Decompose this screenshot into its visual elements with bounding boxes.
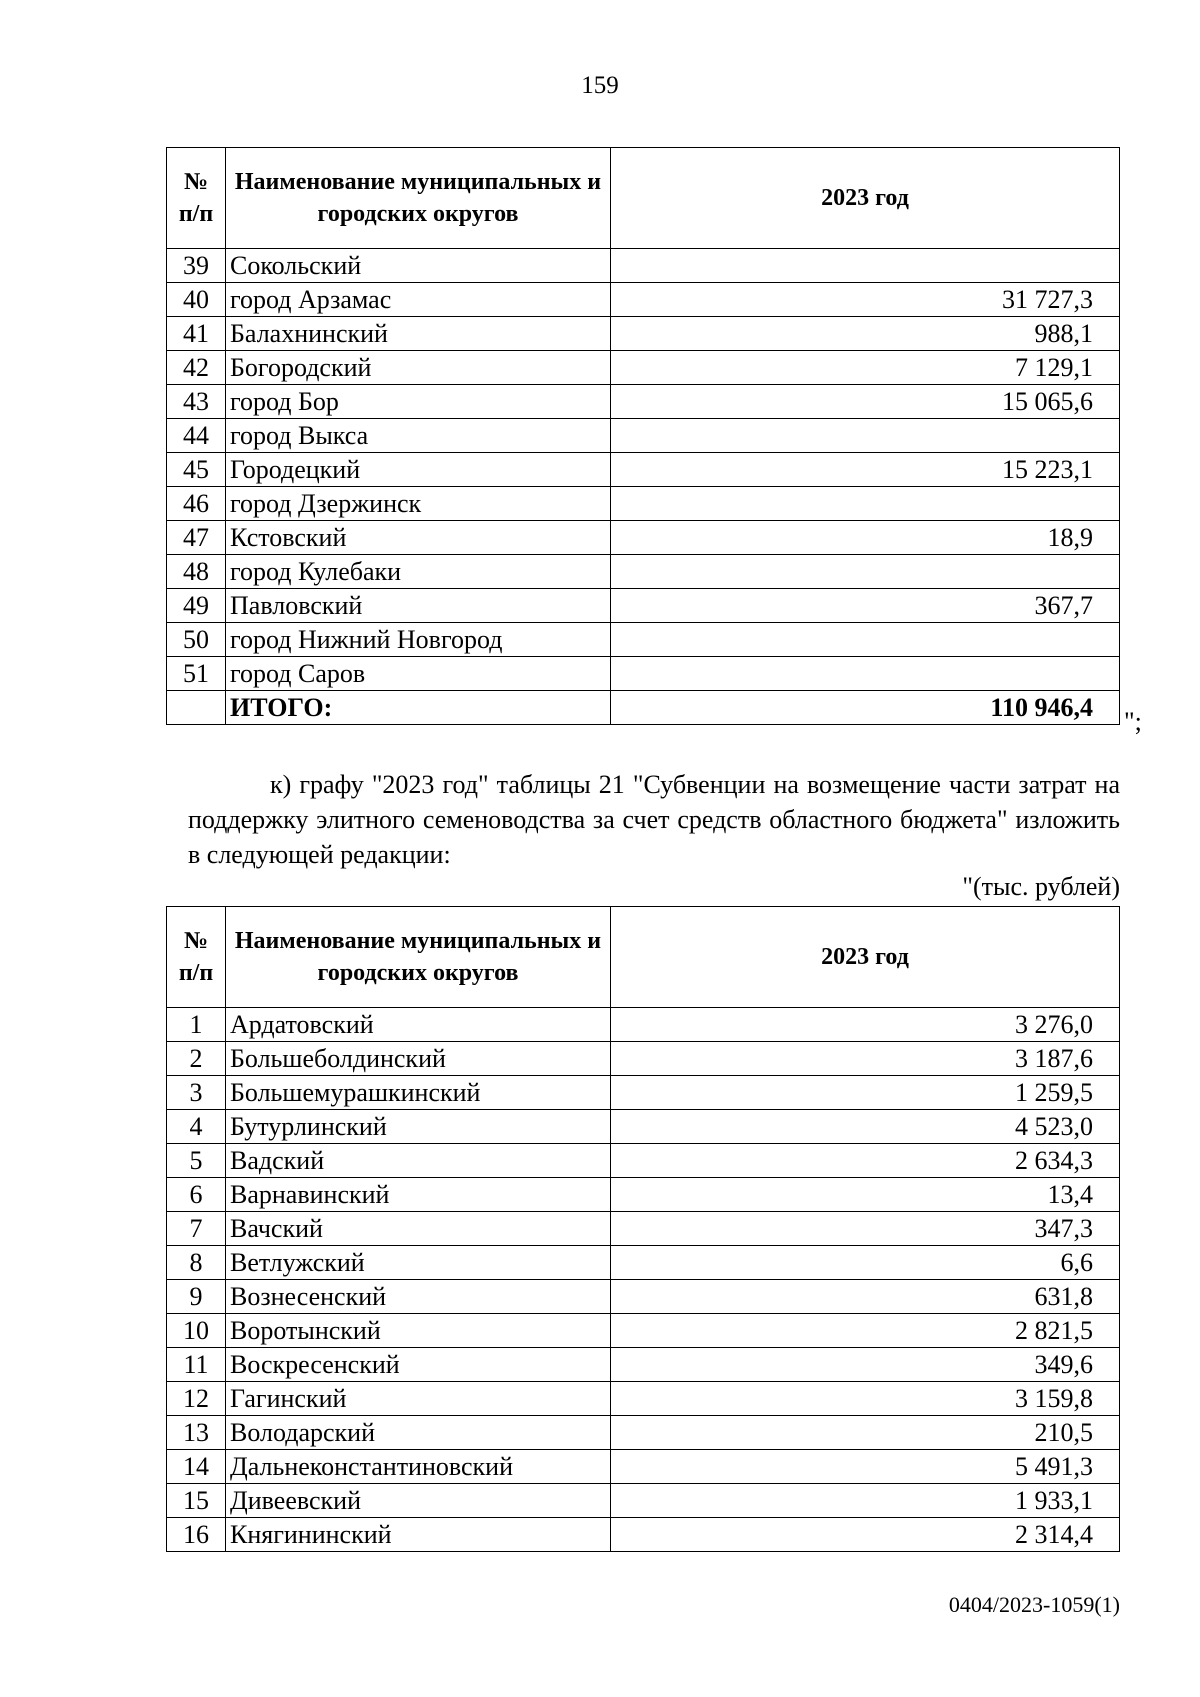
row-value: 2 634,3 — [611, 1144, 1120, 1178]
row-number: 42 — [167, 351, 226, 385]
row-number: 11 — [167, 1348, 226, 1382]
table-row — [167, 623, 1120, 657]
row-value: 631,8 — [611, 1280, 1120, 1314]
row-number: 8 — [167, 1246, 226, 1280]
row-number: 10 — [167, 1314, 226, 1348]
table-row — [167, 1348, 1120, 1382]
row-name: Княгининский — [226, 1518, 611, 1552]
row-value: 15 065,6 — [611, 385, 1120, 419]
row-value — [611, 623, 1120, 657]
table-row — [167, 419, 1120, 453]
row-value: 3 187,6 — [611, 1042, 1120, 1076]
row-value: 4 523,0 — [611, 1110, 1120, 1144]
table-row — [167, 1212, 1120, 1246]
row-number: 50 — [167, 623, 226, 657]
row-value — [611, 487, 1120, 521]
row-name: город Арзамас — [226, 283, 611, 317]
table-row — [167, 1076, 1120, 1110]
row-name: Большеболдинский — [226, 1042, 611, 1076]
units-label: "(тыс. рублей) — [962, 872, 1120, 901]
row-name: Балахнинский — [226, 317, 611, 351]
row-name: Вознесенский — [226, 1280, 611, 1314]
total-value: 110 946,4 — [611, 691, 1120, 725]
table-row — [167, 1110, 1120, 1144]
table-1 — [166, 147, 1120, 725]
row-number: 2 — [167, 1042, 226, 1076]
row-value: 988,1 — [611, 317, 1120, 351]
row-name: Большемурашкинский — [226, 1076, 611, 1110]
row-number: 51 — [167, 657, 226, 691]
total-label: ИТОГО: — [226, 691, 611, 725]
row-value: 6,6 — [611, 1246, 1120, 1280]
row-value: 7 129,1 — [611, 351, 1120, 385]
table-row — [167, 1314, 1120, 1348]
row-number: 49 — [167, 589, 226, 623]
row-value — [611, 419, 1120, 453]
row-number: 4 — [167, 1110, 226, 1144]
row-value: 2 314,4 — [611, 1518, 1120, 1552]
document-code: 0404/2023-1059(1) — [948, 1592, 1120, 1617]
table-row — [167, 1382, 1120, 1416]
header-year: 2023 год — [611, 907, 1120, 1008]
row-number: 43 — [167, 385, 226, 419]
row-number: 40 — [167, 283, 226, 317]
row-name: Дивеевский — [226, 1484, 611, 1518]
row-name: Сокольский — [226, 249, 611, 283]
row-number: 16 — [167, 1518, 226, 1552]
row-name: город Саров — [226, 657, 611, 691]
row-name: Дальнеконстантиновский — [226, 1450, 611, 1484]
table-row — [167, 351, 1120, 385]
row-number: 7 — [167, 1212, 226, 1246]
row-value: 210,5 — [611, 1416, 1120, 1450]
table-row — [167, 283, 1120, 317]
closing-quote: "; — [1124, 707, 1142, 736]
row-name: Вадский — [226, 1144, 611, 1178]
table-row — [167, 1246, 1120, 1280]
row-number: 14 — [167, 1450, 226, 1484]
row-value: 3 159,8 — [611, 1382, 1120, 1416]
table-row — [167, 317, 1120, 351]
paragraph-text: к) графу "2023 год" таблицы 21 "Субвенции на возмещение части затрат на поддержку элитного семеноводства за счет средств областного бюджета" изложить в следующей редакции: — [188, 770, 1120, 869]
row-number: 6 — [167, 1178, 226, 1212]
row-number: 5 — [167, 1144, 226, 1178]
row-name: Ардатовский — [226, 1008, 611, 1042]
table-row — [167, 1144, 1120, 1178]
row-number: 9 — [167, 1280, 226, 1314]
row-name: Городецкий — [226, 453, 611, 487]
row-name: город Выкса — [226, 419, 611, 453]
row-name: Воротынский — [226, 1314, 611, 1348]
table-row — [167, 1416, 1120, 1450]
row-value: 31 727,3 — [611, 283, 1120, 317]
row-value: 5 491,3 — [611, 1450, 1120, 1484]
table-row — [167, 1008, 1120, 1042]
row-value: 15 223,1 — [611, 453, 1120, 487]
table-row — [167, 1450, 1120, 1484]
row-value — [611, 657, 1120, 691]
row-name: Гагинский — [226, 1382, 611, 1416]
header-num: № п/п — [167, 148, 226, 249]
row-name: Богородский — [226, 351, 611, 385]
row-value: 3 276,0 — [611, 1008, 1120, 1042]
table-row — [167, 385, 1120, 419]
row-value: 13,4 — [611, 1178, 1120, 1212]
row-value: 349,6 — [611, 1348, 1120, 1382]
table-row — [167, 657, 1120, 691]
header-name: Наименование муниципальных и городских округов — [226, 148, 611, 249]
table-row — [167, 589, 1120, 623]
row-name: Воскресенский — [226, 1348, 611, 1382]
table-row — [167, 521, 1120, 555]
row-name: Бутурлинский — [226, 1110, 611, 1144]
row-value: 18,9 — [611, 521, 1120, 555]
row-number: 45 — [167, 453, 226, 487]
row-name: город Нижний Новгород — [226, 623, 611, 657]
header-num: № п/п — [167, 907, 226, 1008]
amendment-paragraph — [188, 767, 1120, 872]
row-number: 15 — [167, 1484, 226, 1518]
table-row — [167, 1484, 1120, 1518]
row-name: Варнавинский — [226, 1178, 611, 1212]
table-row — [167, 249, 1120, 283]
row-number: 46 — [167, 487, 226, 521]
row-number: 39 — [167, 249, 226, 283]
row-value: 1 259,5 — [611, 1076, 1120, 1110]
header-year: 2023 год — [611, 148, 1120, 249]
row-value: 1 933,1 — [611, 1484, 1120, 1518]
table-row — [167, 555, 1120, 589]
table-row — [167, 1178, 1120, 1212]
table-row — [167, 453, 1120, 487]
row-name: Кстовский — [226, 521, 611, 555]
row-number: 3 — [167, 1076, 226, 1110]
row-value: 367,7 — [611, 589, 1120, 623]
row-name: Вачский — [226, 1212, 611, 1246]
header-name: Наименование муниципальных и городских округов — [226, 907, 611, 1008]
row-number: 1 — [167, 1008, 226, 1042]
table-row — [167, 487, 1120, 521]
row-number: 41 — [167, 317, 226, 351]
row-name: Ветлужский — [226, 1246, 611, 1280]
row-value — [611, 249, 1120, 283]
table-row — [167, 1042, 1120, 1076]
row-number: 47 — [167, 521, 226, 555]
row-number: 44 — [167, 419, 226, 453]
total-row — [167, 691, 1120, 725]
row-name: город Дзержинск — [226, 487, 611, 521]
row-value: 2 821,5 — [611, 1314, 1120, 1348]
row-number: 12 — [167, 1382, 226, 1416]
row-name: город Кулебаки — [226, 555, 611, 589]
page-number: 159 — [581, 72, 619, 99]
table-row — [167, 1518, 1120, 1552]
row-number: 48 — [167, 555, 226, 589]
table-2 — [166, 906, 1120, 1552]
table-row — [167, 1280, 1120, 1314]
row-number: 13 — [167, 1416, 226, 1450]
row-value — [611, 555, 1120, 589]
row-name: Павловский — [226, 589, 611, 623]
row-value: 347,3 — [611, 1212, 1120, 1246]
row-name: Володарский — [226, 1416, 611, 1450]
row-name: город Бор — [226, 385, 611, 419]
